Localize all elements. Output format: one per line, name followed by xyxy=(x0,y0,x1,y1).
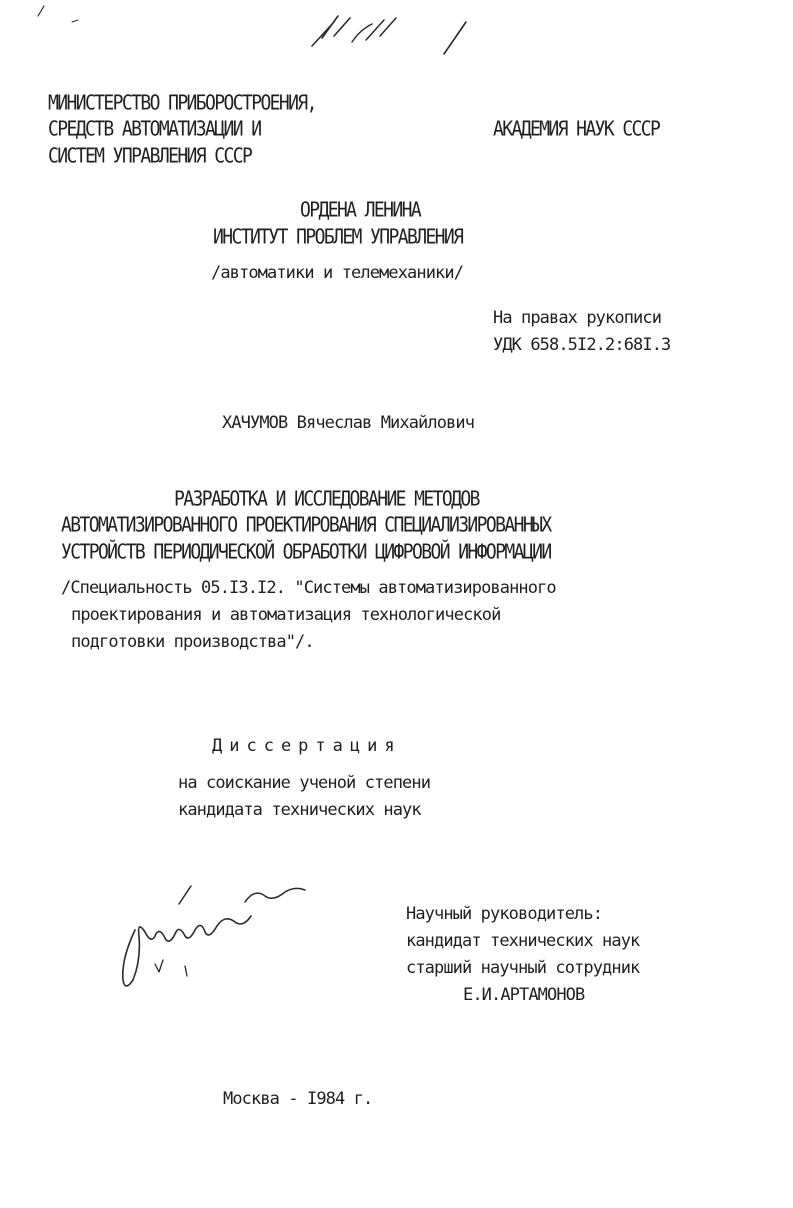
title-line-3: УСТРОЙСТВ ПЕРИОДИЧЕСКОЙ ОБРАБОТКИ ЦИФРОВОЙ ИНФОРМАЦИИ xyxy=(61,540,551,565)
manuscript-rights: На правах рукописи xyxy=(493,308,662,328)
supervisor-name: Е.И.АРТАМОНОВ xyxy=(463,985,585,1005)
ministry-line-3: СИСТЕМ УПРАВЛЕНИЯ СССР xyxy=(48,144,252,169)
degree-line-2: кандидата технических наук xyxy=(178,800,421,820)
supervisor-label: Научный руководитель: xyxy=(406,904,603,924)
specialty-line-3: подготовки производства"/. xyxy=(71,632,314,652)
supervisor-position: старший научный сотрудник xyxy=(406,958,640,978)
specialty-line-2: проектирования и автоматизация технологической xyxy=(71,605,501,625)
title-line-2: АВТОМАТИЗИРОВАННОГО ПРОЕКТИРОВАНИЯ СПЕЦИАЛИЗИРОВАННЫХ xyxy=(61,513,551,538)
udc-code: УДК 658.5I2.2:68I.3 xyxy=(493,335,671,355)
city-year: Москва - I984 г. xyxy=(223,1089,373,1109)
handwritten-marks xyxy=(0,0,793,80)
institute-former-name: /автоматики и телемеханики/ xyxy=(211,263,464,283)
institute-order: ОРДЕНА ЛЕНИНА xyxy=(300,198,421,223)
author-name: ХАЧУМОВ Вячеслав Михайлович xyxy=(222,413,475,433)
dissertation-heading: Диссертация xyxy=(212,736,402,756)
title-line-1: РАЗРАБОТКА И ИССЛЕДОВАНИЕ МЕТОДОВ xyxy=(174,487,479,512)
specialty-line-1: /Специальность 05.I3.I2. "Системы автоматизированного xyxy=(61,578,556,598)
institute-name: ИНСТИТУТ ПРОБЛЕМ УПРАВЛЕНИЯ xyxy=(213,225,463,250)
ministry-line-2: СРЕДСТВ АВТОМАТИЗАЦИИ И xyxy=(48,117,261,142)
degree-line-1: на соискание ученой степени xyxy=(178,773,431,793)
supervisor-degree: кандидат технических наук xyxy=(406,931,640,951)
ministry-line-1: МИНИСТЕРСТВО ПРИБОРОСТРОЕНИЯ, xyxy=(48,91,316,116)
academy-name: АКАДЕМИЯ НАУК СССР xyxy=(493,117,660,142)
author-signature xyxy=(115,880,315,990)
